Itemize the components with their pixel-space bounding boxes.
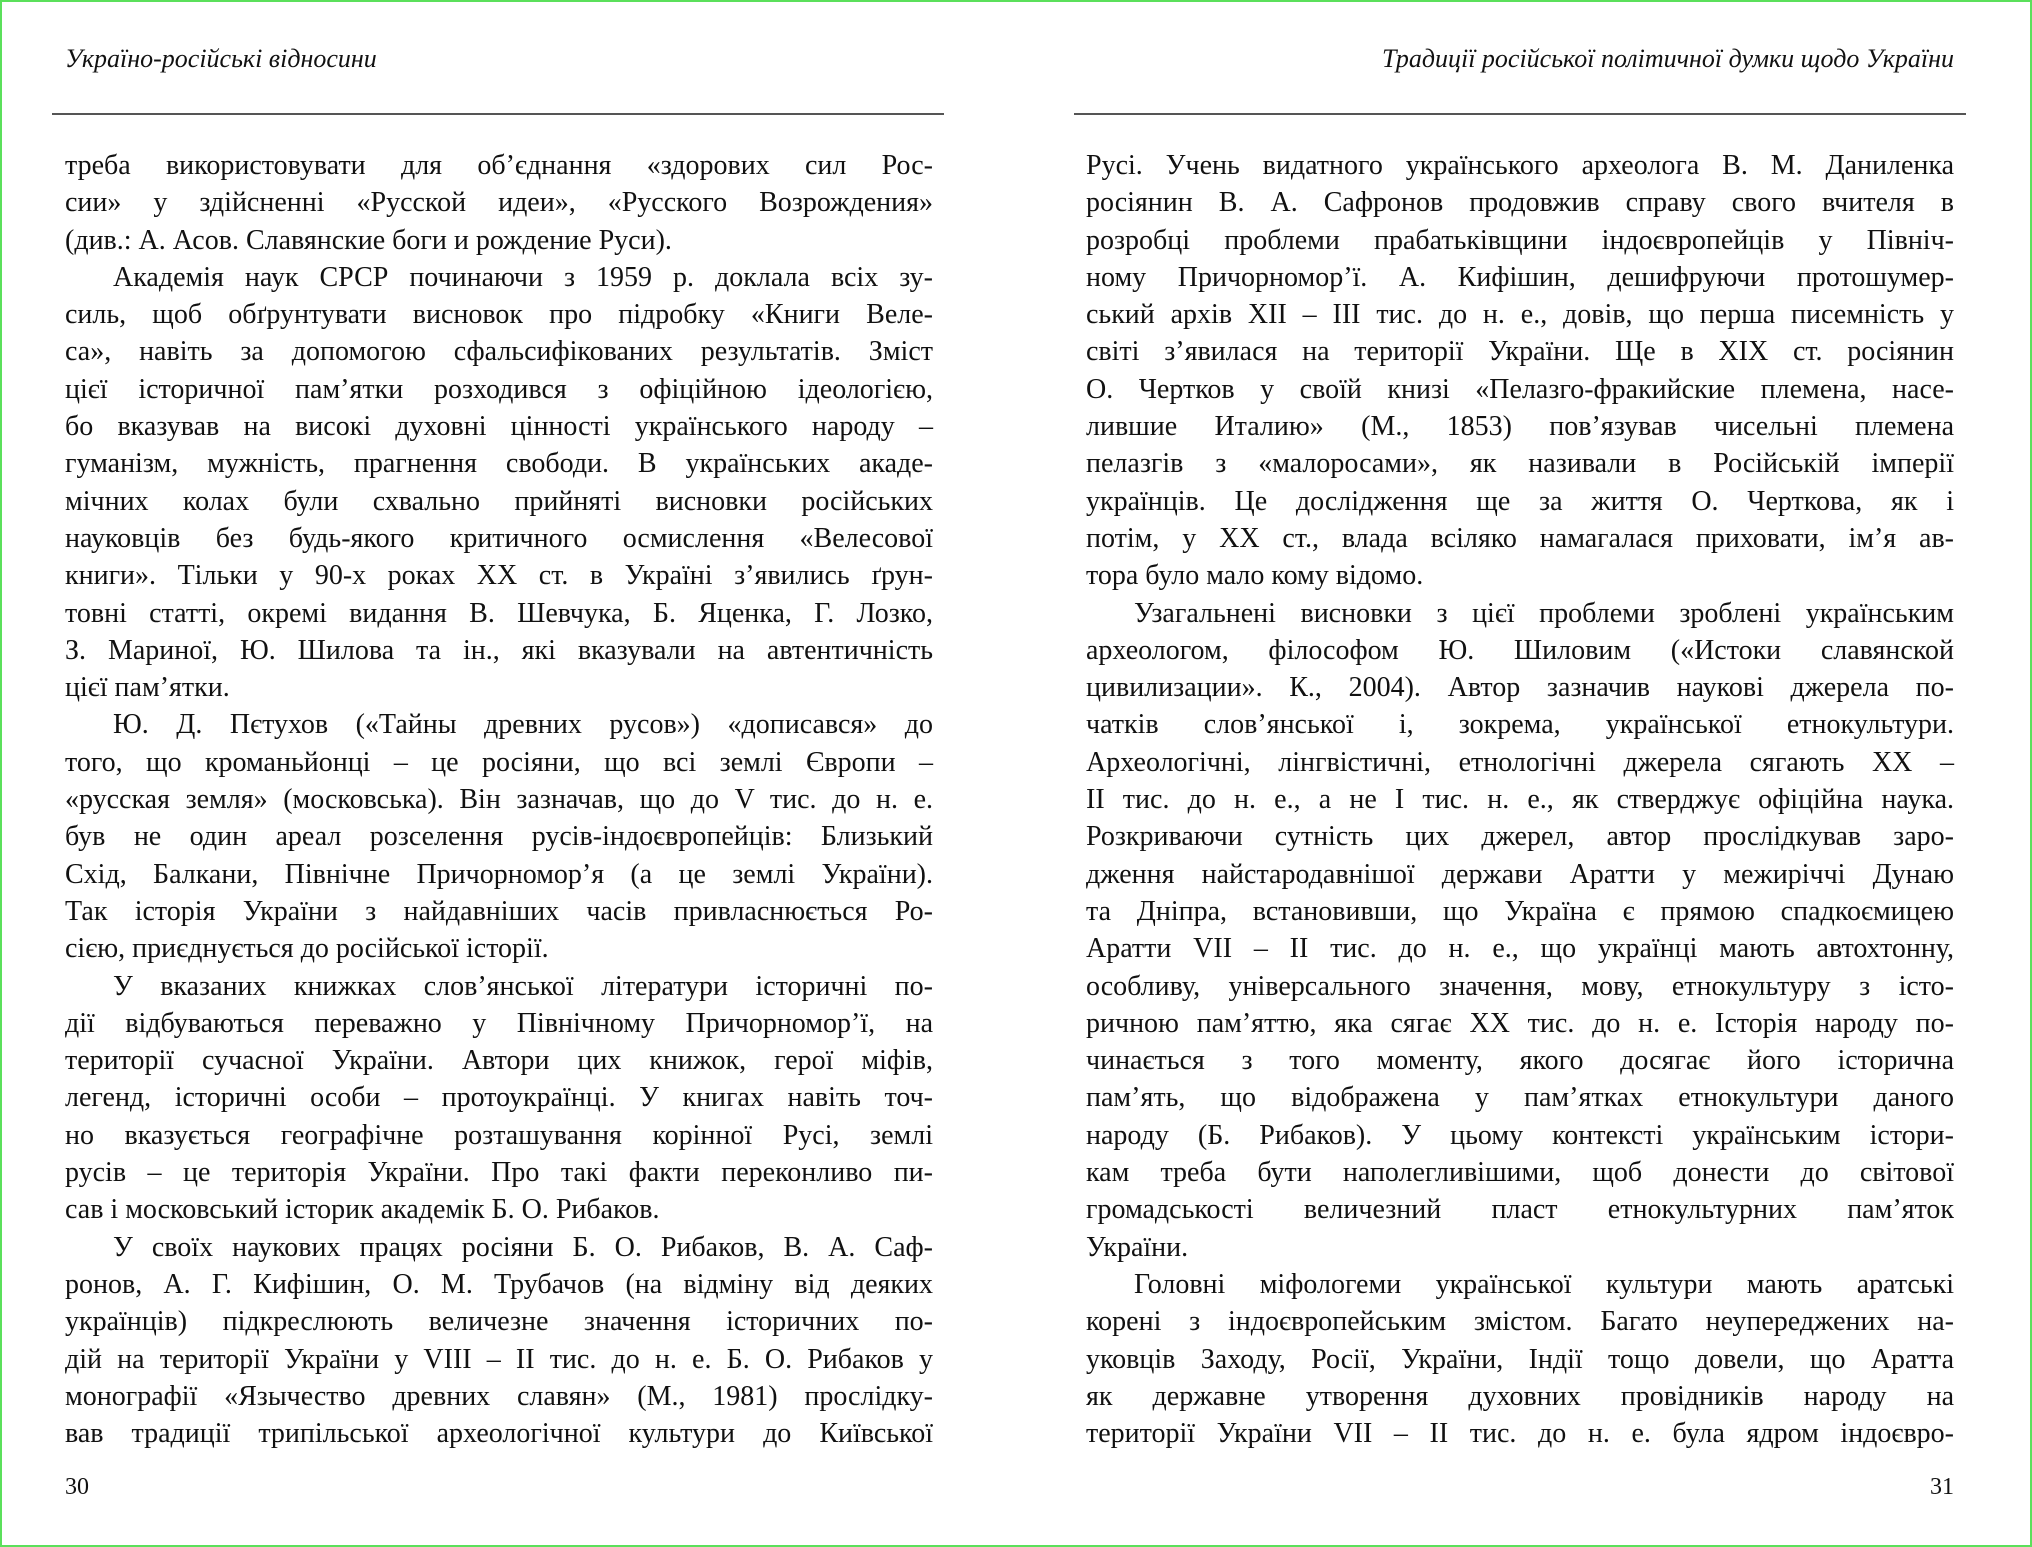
paragraph — [65, 147, 933, 259]
text-line: кам треба бути наполегливішими, щоб донести до світової — [1086, 1157, 1954, 1189]
text-line: дії відбуваються переважно у Північному Причорномор’ї, на — [65, 1007, 933, 1039]
paragraph — [1086, 147, 1954, 595]
text-line: чинається з того моменту, якого досягає його історична — [1086, 1045, 1954, 1077]
text-line: Академія наук СРСР починаючи з 1959 р. доклала всіх зу- — [113, 261, 933, 293]
text-line: Русі. Учень видатного українського археолога В. М. Даниленка — [1086, 150, 1954, 181]
text-line: Так історія України з найдавніших часів привласнюється Ро- — [65, 895, 933, 927]
text-line: науковців без будь-якого критичного осмислення «Велесової — [65, 522, 933, 554]
text-line: дження найстародавнішої держави Аратти у межиріччі Дунаю — [1086, 858, 1954, 890]
text-line: сією, приєднується до російської історії. — [65, 933, 549, 965]
text-line: книги». Тільки у 90-х роках XX ст. в Україні з’явились ґрун- — [65, 560, 933, 592]
text-line: Археологічні, лінгвістичні, етнологічні джерела сягають XX – — [1086, 746, 1954, 778]
right-page — [1016, 0, 2032, 1547]
text-line: пелазгів з «малоросами», як називали в Російській імперії — [1086, 448, 1954, 480]
text-line: «русская земля» (московська). Він зазначав, що до V тис. до н. е. — [65, 784, 933, 816]
text-line: цієї пам’ятки. — [65, 672, 230, 704]
header-rule — [1074, 113, 1966, 115]
text-line: цієї історичної пам’ятки розходився з офіційною ідеологією, — [65, 373, 933, 405]
paragraph — [1086, 595, 1954, 1266]
paragraph — [65, 1229, 933, 1453]
text-line: О. Чертков у своїй книзі «Пелазго-фракийские племена, насе- — [1086, 373, 1954, 405]
text-line: та Дніпра, встановивши, що Україна є прямою спадкоємицею — [1086, 895, 1954, 927]
text-line: У вказаних книжках слов’янської літератури історичні по- — [113, 970, 933, 1002]
text-line: мічних колах були схвально прийняті висновки російських — [65, 485, 933, 517]
text-line: уковців Заходу, Росії, України, Індії тощо довели, що Аратта — [1086, 1343, 1954, 1375]
text-line: розробці проблеми прабатьківщини індоєвропейців у Північ- — [1086, 224, 1954, 256]
text-line: сии» у здійсненні «Русской идеи», «Русского Возрождения» — [65, 187, 933, 219]
text-line: З. Мариної, Ю. Шилова та ін., які вказували на автентичність — [65, 634, 933, 666]
paragraph — [65, 968, 933, 1229]
text-line: тора було мало кому відомо. — [1086, 560, 1424, 592]
text-line: чатків слов’янської і, зокрема, української етнокультури. — [1086, 709, 1954, 741]
text-line: Розкриваючи сутність цих джерел, автор прослідкував заро- — [1086, 821, 1954, 853]
header-rule — [52, 113, 944, 115]
text-line: громадськості величезний пласт етнокультурних пам’яток — [1086, 1194, 1954, 1226]
text-line: території України VII – II тис. до н. е. була ядром індоєвро- — [1086, 1418, 1954, 1450]
paragraph — [65, 259, 933, 707]
text-line: II тис. до н. е., а не I тис. н. е., як стверджує офіційна наука. — [1086, 784, 1954, 816]
text-line: сав і московський історик академік Б. О. Рибаков. — [65, 1194, 660, 1226]
page-number: 30 — [65, 1474, 89, 1500]
text-line: українців) підкреслюють величезне значення історичних по- — [65, 1306, 933, 1338]
text-line: У своїх наукових працях росіяни Б. О. Рибаков, В. А. Саф- — [113, 1231, 933, 1263]
text-line: як державне утворення духовних провідників народу на — [1086, 1380, 1954, 1412]
running-head: Традиції російської політичної думки щодо України — [1382, 44, 1954, 73]
text-line: Ю. Д. Пєтухов («Тайны древних русов») «дописався» до — [113, 709, 933, 741]
text-line: особливу, універсального значення, мову, етнокультуру з істо- — [1086, 970, 1954, 1002]
text-line: України. — [1086, 1231, 1189, 1263]
text-line: лившие Италию» (М., 1853) пов’язував чисельні племена — [1086, 411, 1954, 443]
text-line: українців. Це дослідження ще за життя О. Черткова, як і — [1086, 485, 1954, 517]
text-line: ному Причорномор’ї. А. Кифішин, дешифруючи протошумер- — [1086, 261, 1954, 293]
text-line: Аратти VII – II тис. до н. е., що українці мають автохтонну, — [1086, 933, 1954, 965]
text-line: вав традиції трипільської археологічної культури до Київської — [65, 1418, 933, 1450]
text-line: потім, у XX ст., влада всіляко намагалася приховати, ім’я ав- — [1086, 522, 1954, 554]
page-number: 31 — [1930, 1474, 1954, 1500]
text-line: дій на території України у VIII – II тис. до н. е. Б. О. Рибаков у — [65, 1343, 933, 1375]
text-line: території сучасної України. Автори цих книжок, герої міфів, — [65, 1045, 933, 1077]
text-line: народу (Б. Рибаков). У цьому контексті українським істори- — [1086, 1119, 1954, 1151]
text-line: ронов, А. Г. Кифішин, О. М. Трубачов (на відміну від деяких — [65, 1268, 933, 1300]
text-line: Узагальнені висновки з цієї проблеми зроблені українським — [1134, 597, 1954, 629]
running-head: Україно-російські відносини — [65, 44, 377, 73]
text-line: пам’ять, що відображена у пам’ятках етнокультури даного — [1086, 1082, 1954, 1114]
text-line: росіянин В. А. Сафронов продовжив справу свого вчителя в — [1086, 187, 1954, 219]
text-line: силь, щоб обґрунтувати висновок про підробку «Книги Веле- — [65, 299, 933, 331]
text-line: монографії «Язычество древних славян» (М., 1981) прослідку- — [65, 1380, 933, 1412]
page-body — [65, 147, 933, 1452]
page-body — [1086, 147, 1954, 1452]
text-line: Схід, Балкани, Північне Причорномор’я (а це землі України). — [65, 858, 933, 890]
text-line: цивилизации». К., 2004). Автор зазначив наукові джерела по- — [1086, 672, 1954, 704]
text-line: русів – це територія України. Про такі факти переконливо пи- — [65, 1157, 933, 1189]
text-line: са», навіть за допомогою сфальсифікованих результатів. Зміст — [65, 336, 933, 368]
text-line: ричною пам’яттю, яка сягає XX тис. до н. е. Історія народу по- — [1086, 1007, 1954, 1039]
text-line: (див.: А. Асов. Славянские боги и рождение Руси). — [65, 224, 672, 256]
paragraph — [65, 706, 933, 967]
text-line: ський архів XII – III тис. до н. е., довів, що перша писемність у — [1086, 299, 1954, 331]
text-line: археологом, філософом Ю. Шиловим («Истоки славянской — [1086, 634, 1954, 666]
text-line: гуманізм, мужність, прагнення свободи. В українських акаде- — [65, 448, 933, 480]
text-line: того, що кроманьйонці – це росіяни, що всі землі Європи – — [65, 746, 933, 778]
text-line: треба використовувати для об’єднання «здорових сил Рос- — [65, 150, 933, 181]
text-line: корені з індоєвропейським змістом. Багато неупереджених на- — [1086, 1306, 1954, 1338]
text-line: Головні міфологеми української культури мають аратські — [1134, 1268, 1954, 1300]
text-line: легенд, історичні особи – протоукраїнці. У книгах навіть точ- — [65, 1082, 933, 1114]
text-line: світі з’явилася на території України. Ще в XIX ст. росіянин — [1086, 336, 1954, 368]
text-line: був не один ареал розселення русів-індоєвропейців: Близький — [65, 821, 933, 853]
text-line: бо вказував на високі духовні цінності українського народу – — [65, 411, 933, 443]
paragraph — [1086, 1266, 1954, 1452]
text-line: но вказується географічне розташування корінної Русі, землі — [65, 1119, 933, 1151]
text-line: товні статті, окремі видання В. Шевчука, Б. Яценка, Г. Лозко, — [65, 597, 933, 629]
